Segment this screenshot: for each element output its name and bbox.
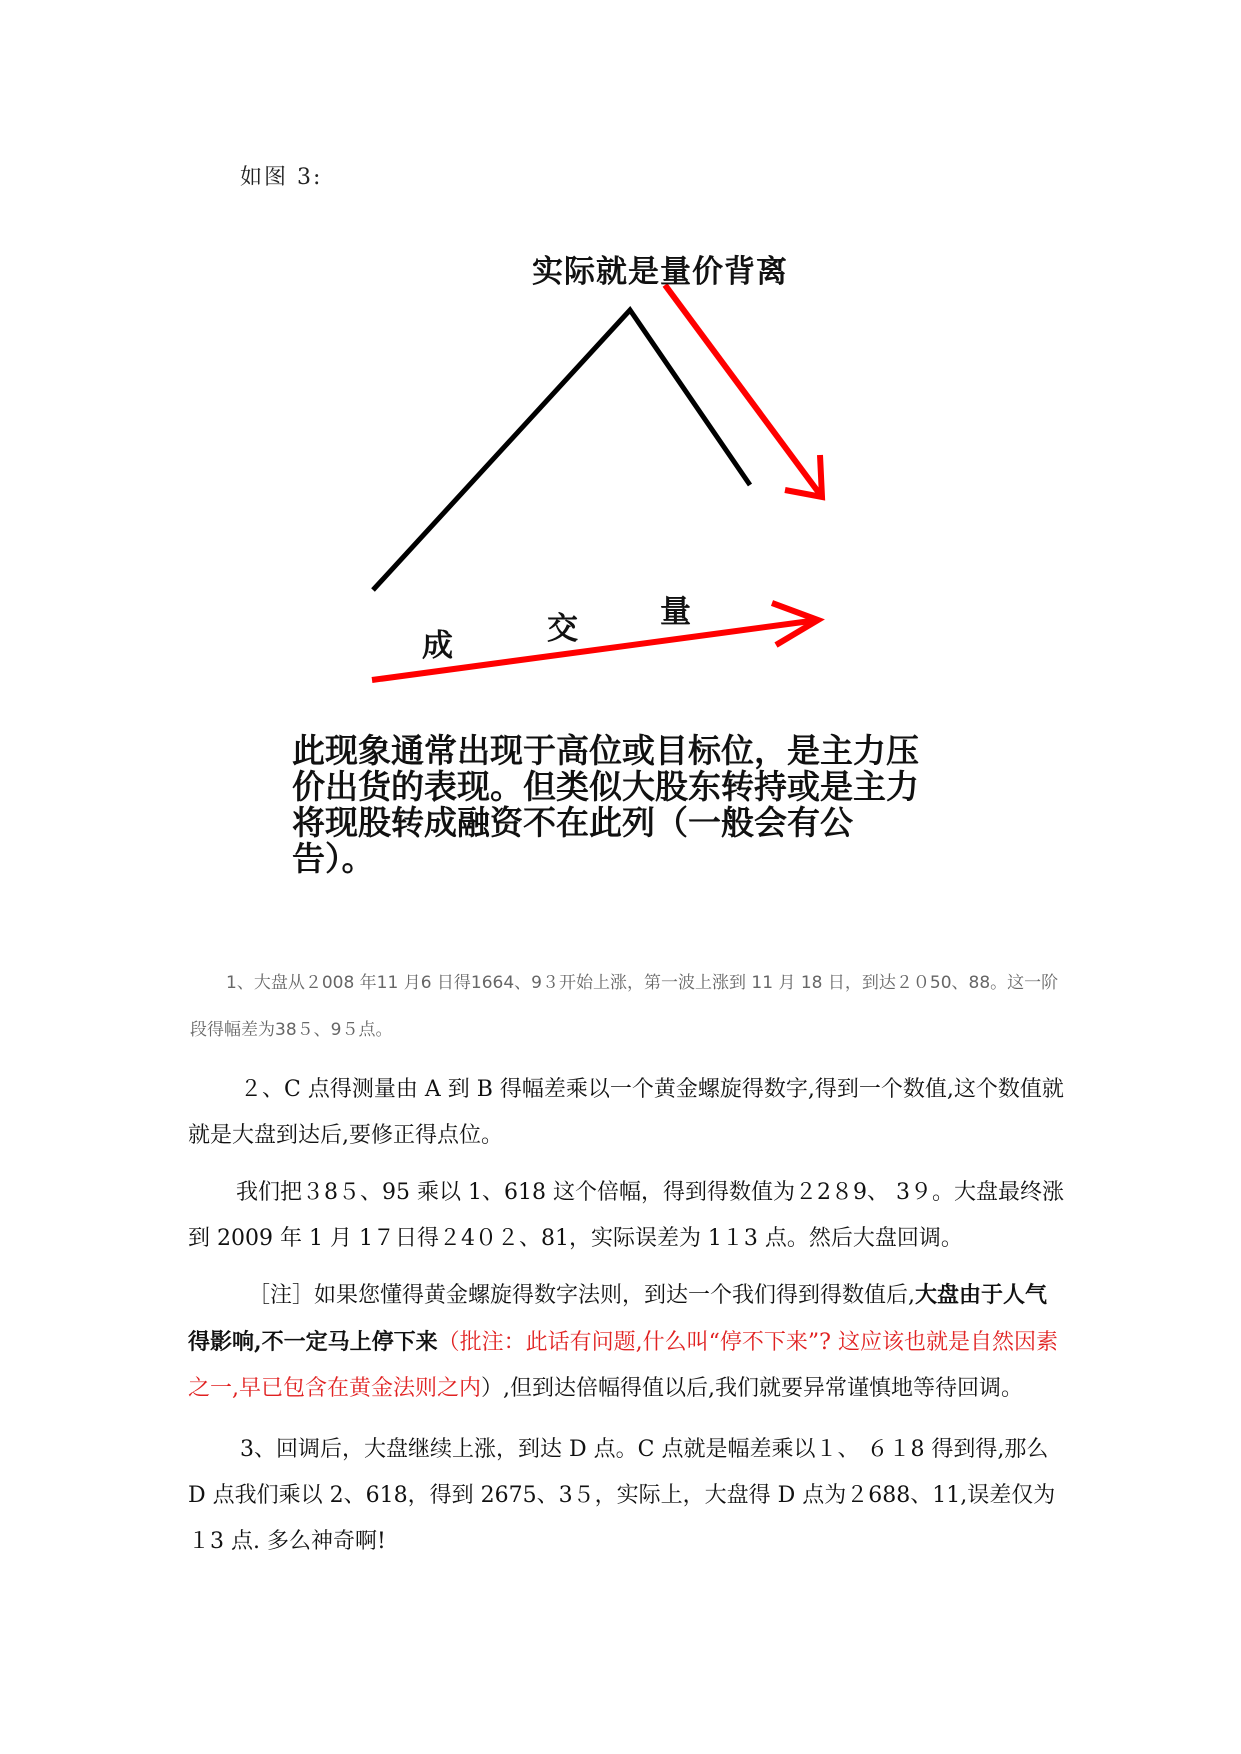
divergence-label: 实际就是量价背离 (532, 254, 788, 290)
paragraph-5: 3、回调后，大盘继续上涨，到达 D 点。C 点就是幅差乘以１、 ６１8 得到得,那么 D 点我们乘以 2、618，得到 2675、3５，实际上，大盘得 D 点为２688、11,误差仅为１3 点. 多么神奇啊! (188, 1437, 1056, 1554)
paragraph-4-annotation: （批注：此话有问题,什么叫“停不下来”? 这应该也就是自然因素之一,早已包含在黄金法则之内 (188, 1330, 1058, 1401)
volume-label-char-2: 交 (547, 611, 578, 647)
figure-note: 此现象通常出现于高位或目标位，是主力压价出货的表现。但类似大股东转持或是主力将现股转成融资不在此列（一般会有公告）。 (292, 731, 919, 878)
paragraph-1: 1、大盘从２008 年11 月6 日得1664、9３开始上涨，第一波上涨到 11 月 18 日，到达２０50、88。这一阶段得幅差为38５、9５点。 (190, 973, 1059, 1040)
price-line (373, 310, 750, 590)
paragraph-3: 我们把３8５、95 乘以 1、618 这个倍幅，得到得数值为２2８9、 3９。大盘最终涨到 2009 年 1 月 1７日得２4０２、81，实际误差为 1１3 点。然后大盘回调。 (188, 1180, 1064, 1251)
paragraph-4-text-2: ）,但到达倍幅得值以后,我们就要异常谨慎地等待回调。 (481, 1376, 1023, 1401)
paragraph-4 (188, 1272, 1068, 1412)
volume-label-char-3: 量 (660, 594, 691, 630)
paragraph-4-text-1: ［注］如果您懂得黄金螺旋得数字法则，到达一个我们得到得数值后, (248, 1283, 915, 1308)
figure-caption: 如图 3: (240, 165, 323, 190)
paragraph-4-bold-text: 大盘由于人气得影响,不一定马上停下来 (188, 1282, 1048, 1355)
paragraph-2: ２、C 点得测量由 A 到 B 得幅差乘以一个黄金螺旋得数字,得到一个数值,这个数值就就是大盘到达后,要修正得点位。 (188, 1077, 1064, 1148)
volume-label-char-1: 成 (422, 628, 453, 664)
